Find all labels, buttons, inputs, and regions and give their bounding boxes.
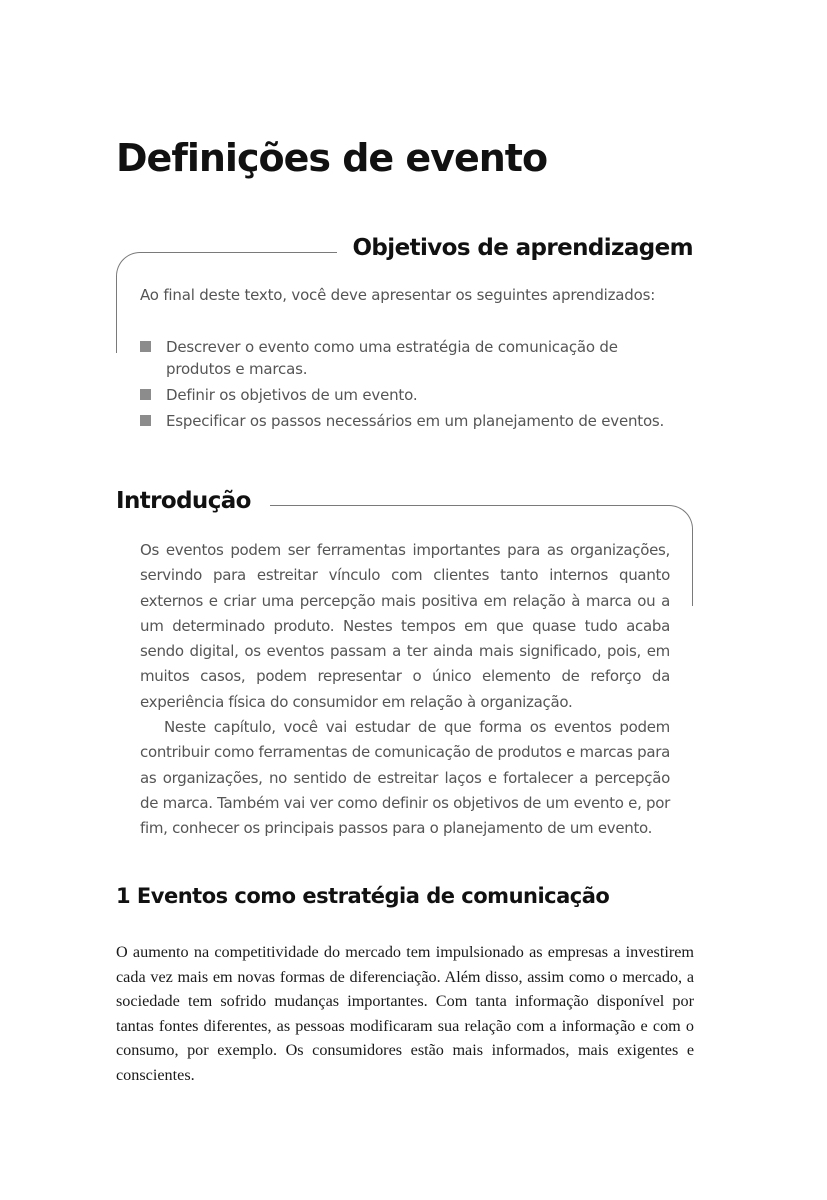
introduction-paragraph: Neste capítulo, você vai estudar de que forma os eventos podem contribuir como ferramentas de comunicação de produtos e marcas para as organizações, no sentido de estreitar laços e fortalecer a percepção de marca. Também vai ver como definir os objetivos de um evento e, por fim, conhecer os principais passos para o planejamento de um evento.	[140, 718, 670, 838]
section-body-text: O aumento na competitividade do mercado tem impulsionado as empresas a investirem cada vez mais em novas formas de diferenciação. Além disso, assim como o mercado, a sociedade tem sofrido mudanças importantes. Com tanta informação disponível por tantas fontes diferentes, as pessoas modificaram sua relação com a informação e com o consumo, por exemplo. Os consumidores estão mais informados, mais exigentes e conscientes.	[116, 943, 694, 1084]
square-bullet-icon	[140, 389, 151, 400]
objective-item-text: Definir os objetivos de um evento.	[166, 386, 418, 404]
objectives-intro: Ao final deste texto, você deve apresentar os seguintes aprendizados:	[140, 286, 656, 304]
square-bullet-icon	[140, 341, 151, 352]
objective-item-text: Especificar os passos necessários em um planejamento de eventos.	[166, 412, 665, 430]
objective-item	[140, 410, 680, 432]
page-title: Definições de evento	[116, 136, 548, 180]
introduction-paragraph: Os eventos podem ser ferramentas importantes para as organizações, servindo para estreitar vínculo com clientes tanto internos quanto externos e criar uma percepção mais positiva em relação à marca ou a um determinado produto. Nestes tempos em que quase tudo acaba sendo digital, os eventos passam a ter ainda mais significado, pois, em muitos casos, podem representar o único elemento de reforço da experiência física do consumidor em relação à organização.	[140, 541, 670, 711]
objective-item-text: Descrever o evento como uma estratégia de comunicação de produtos e marcas.	[166, 338, 618, 378]
objectives-list	[140, 336, 680, 436]
square-bullet-icon	[140, 415, 151, 426]
objectives-heading: Objetivos de aprendizagem	[352, 235, 693, 261]
introduction-heading: Introdução	[116, 488, 251, 514]
section-heading: 1 Eventos como estratégia de comunicação	[116, 884, 610, 908]
introduction-text	[140, 538, 670, 842]
objective-item	[140, 384, 680, 406]
objective-item	[140, 336, 680, 380]
